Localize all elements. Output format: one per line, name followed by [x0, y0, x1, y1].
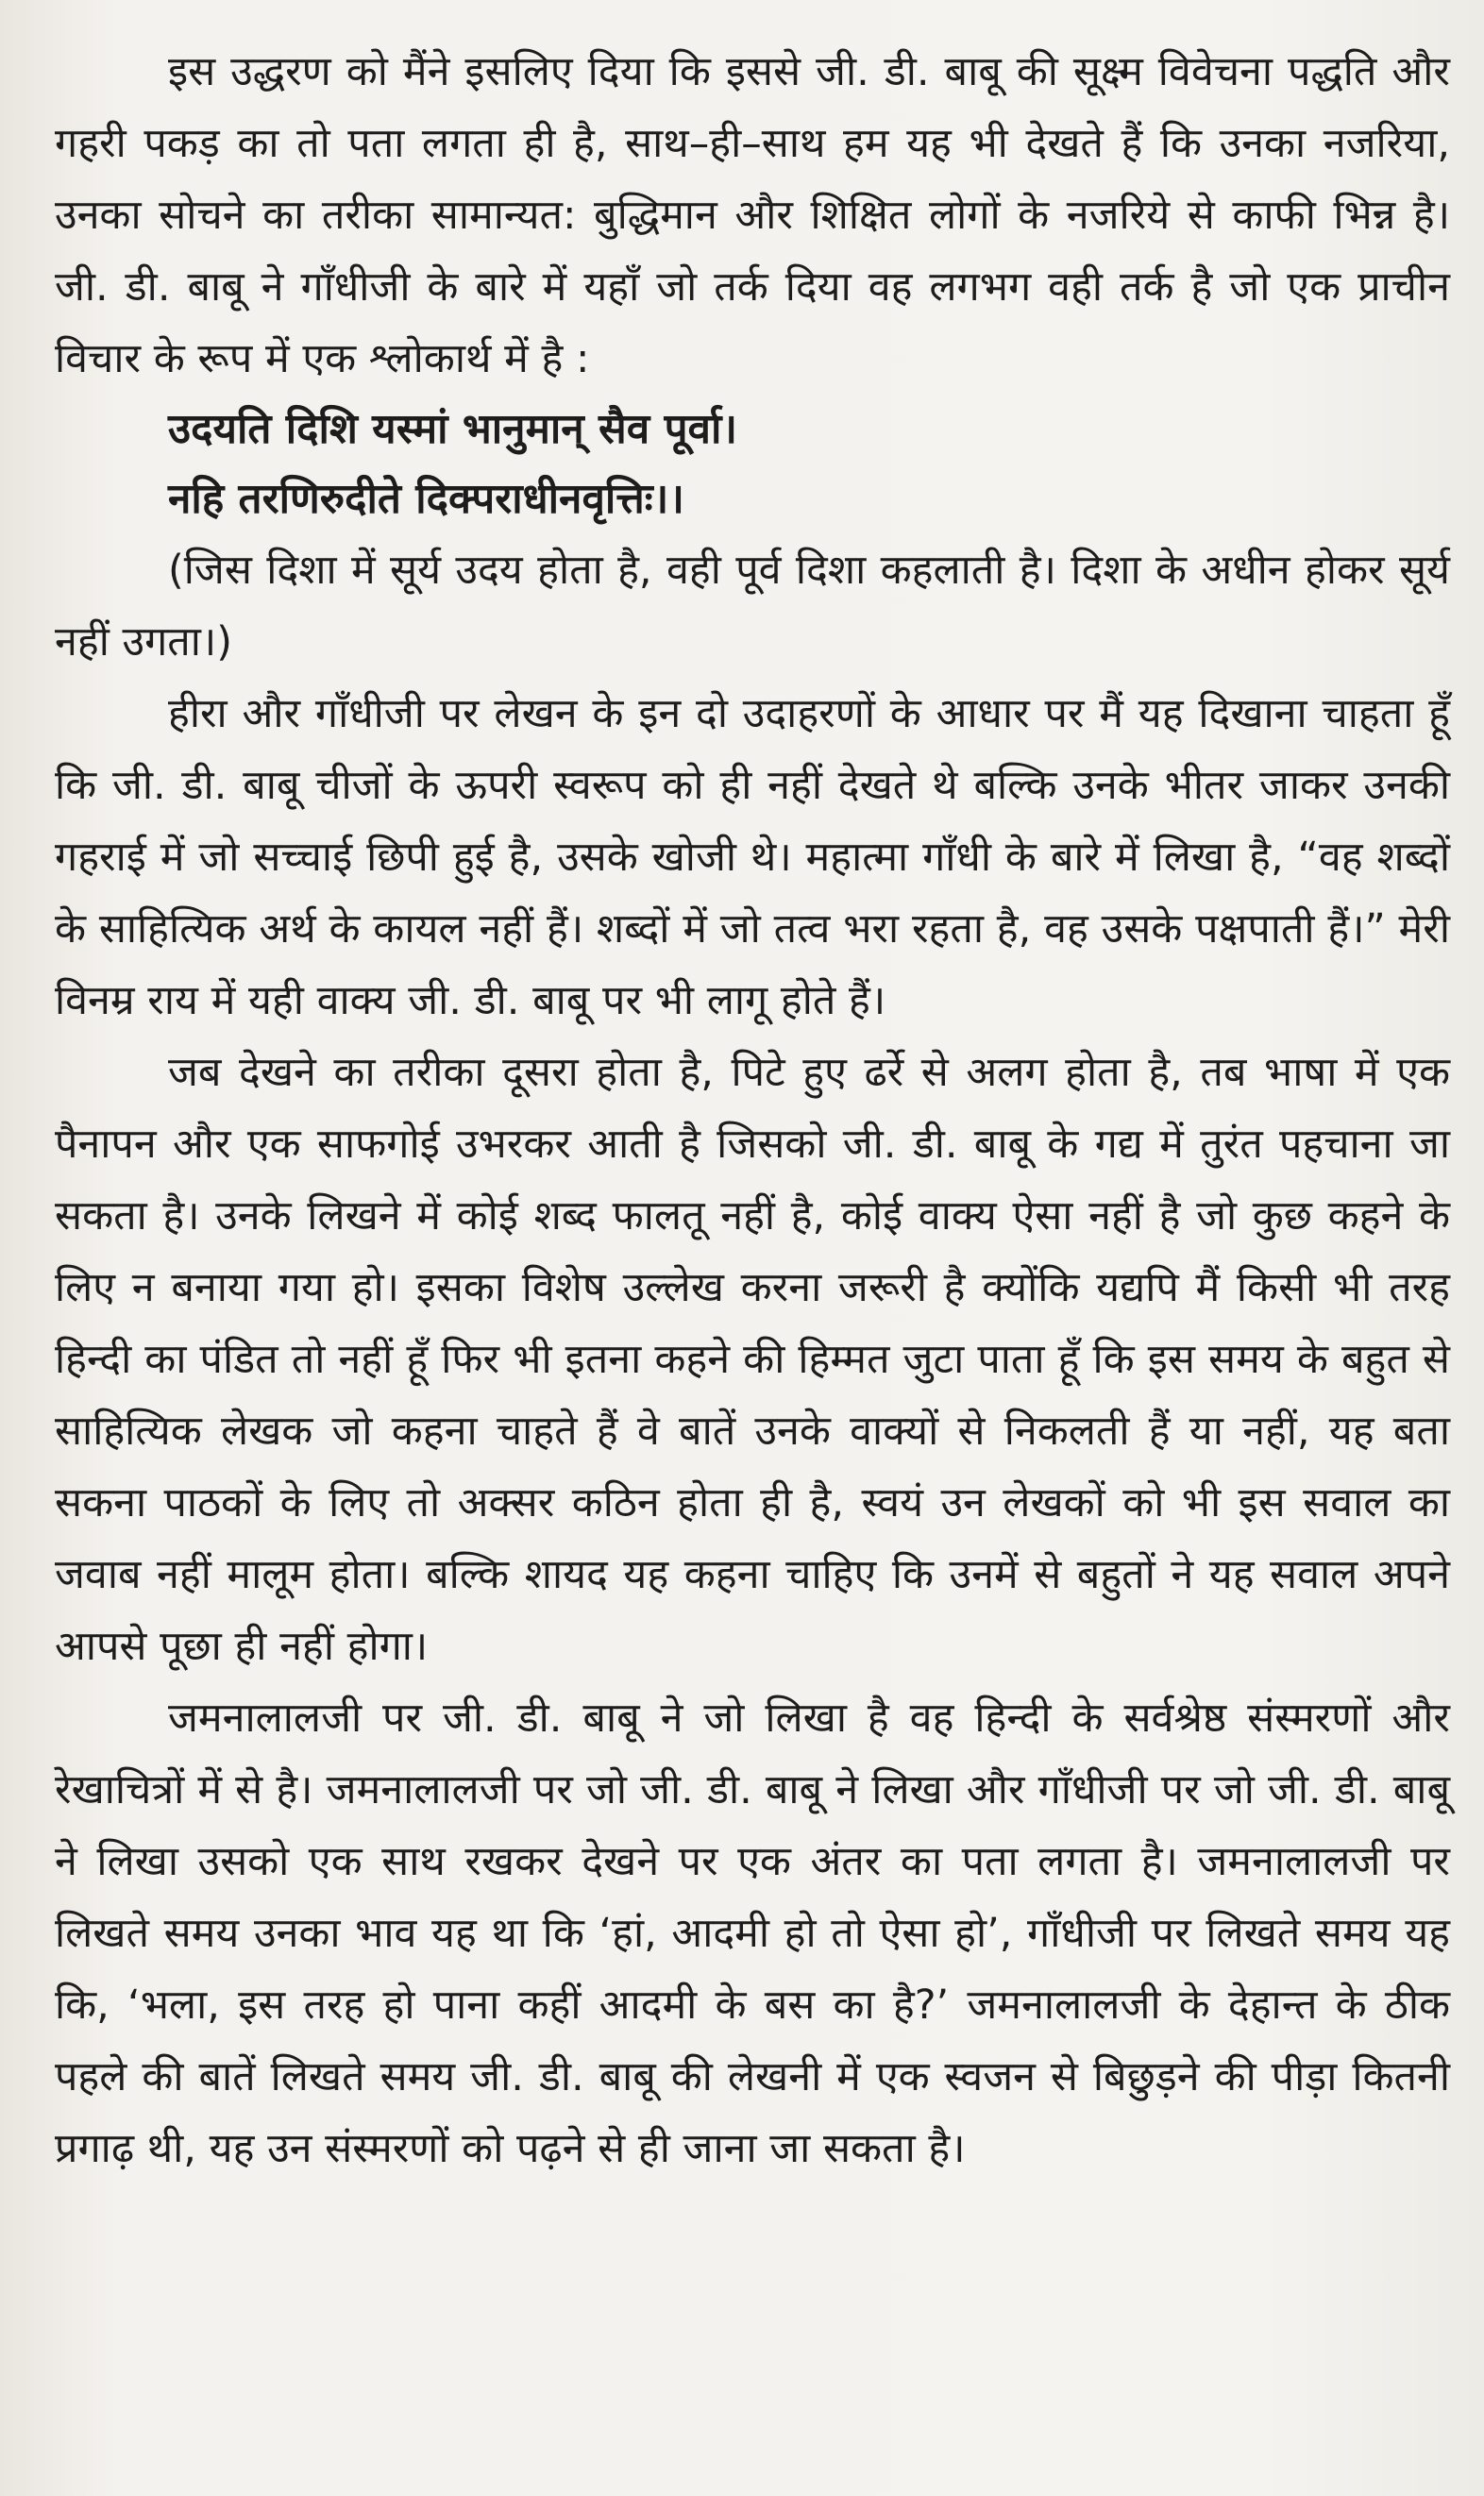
paragraph-4: जमनालालजी पर जी. डी. बाबू ने जो लिखा है वह हिन्दी के सर्वश्रेष्ठ संस्मरणों और रेखाचित्रों में से है। जमनालालजी पर जो जी. डी. बाबू ने लिखा और गाँधीजी पर जो जी. डी. बाबू ने लिखा उसको एक साथ रखकर देखने पर एक अंतर का पता लगता है। जमनालालजी पर लिखते समय उनका भाव यह था कि ‘हां, आदमी हो तो ऐसा हो’, गाँधीजी पर लिखते समय यह कि, ‘भला, इस तरह हो पाना कहीं आदमी के बस का है?’ जमनालालजी के देहान्त के ठीक पहले की बातें लिखते समय जी. डी. बाबू की लेखनी में एक स्वजन से बिछुड़ने की पीड़ा कितनी प्रगाढ़ थी, यह उन संस्मरणों को पढ़ने से ही जाना जा सकता है। — [55, 1695, 1450, 2172]
paragraph-1: इस उद्धरण को मैंने इसलिए दिया कि इससे जी. डी. बाबू की सूक्ष्म विवेचना पद्धति और गहरी पकड़ का तो पता लगता ही है, साथ–ही–साथ हम यह भी देखते हैं कि उनका नजरिया, उनका सोचने का तरीका सामान्यत: बुद्धिमान और शिक्षित लोगों के नजरिये से काफी भिन्न है। जी. डी. बाबू ने गाँधीजी के बारे में यहाँ जो तर्क दिया वह लगभग वही तर्क है जो एक प्राचीन विचार के रूप में एक श्लोकार्थ में है : — [55, 48, 1450, 382]
page-text — [55, 36, 1450, 2184]
verse-translation: (जिस दिशा में सूर्य उदय होता है, वही पूर्व दिशा कहलाती है। दिशा के अधीन होकर सूर्य नहीं उगता।) — [55, 547, 1450, 666]
verse-line-2: नहि तरणिरुदीते दिक्पराधीनवृत्तिः।। — [168, 475, 684, 523]
verse-line-1: उदयति दिशि यस्मां भानुमान् सैव पूर्वा। — [168, 405, 738, 453]
paragraph-3: जब देखने का तरीका दूसरा होता है, पिटे हुए ढर्रे से अलग होता है, तब भाषा में एक पैनापन और एक साफगोई उभरकर आती है जिसको जी. डी. बाबू के गद्य में तुरंत पहचाना जा सकता है। उनके लिखने में कोई शब्द फालतू नहीं है, कोई वाक्य ऐसा नहीं है जो कुछ कहने के लिए न बनाया गया हो। इसका विशेष उल्लेख करना जरूरी है क्योंकि यद्यपि मैं किसी भी तरह हिन्दी का पंडित तो नहीं हूँ फिर भी इतना कहने की हिम्मत जुटा पाता हूँ कि इस समय के बहुत से साहित्यिक लेखक जो कहना चाहते हैं वे बातें उनके वाक्यों से निकलती हैं या नहीं, यह बता सकना पाठकों के लिए तो अक्सर कठिन होता ही है, स्वयं उन लेखकों को भी इस सवाल का जवाब नहीं मालूम होता। बल्कि शायद यह कहना चाहिए कि उनमें से बहुतों ने यह सवाल अपने आपसे पूछा ही नहीं होगा। — [55, 1049, 1450, 1670]
paragraph-2: हीरा और गाँधीजी पर लेखन के इन दो उदाहरणों के आधार पर मैं यह दिखाना चाहता हूँ कि जी. डी. बाबू चीजों के ऊपरी स्वरूप को ही नहीं देखते थे बल्कि उनके भीतर जाकर उनकी गहराई में जो सच्चाई छिपी हुई है, उसके खोजी थे। महात्मा गाँधी के बारे में लिखा है, “वह शब्दों के साहित्यिक अर्थ के कायल नहीं हैं। शब्दों में जो तत्व भरा रहता है, वह उसके पक्षपाती हैं।” मेरी विनम्र राय में यही वाक्य जी. डी. बाबू पर भी लागू होते हैं। — [55, 690, 1450, 1024]
